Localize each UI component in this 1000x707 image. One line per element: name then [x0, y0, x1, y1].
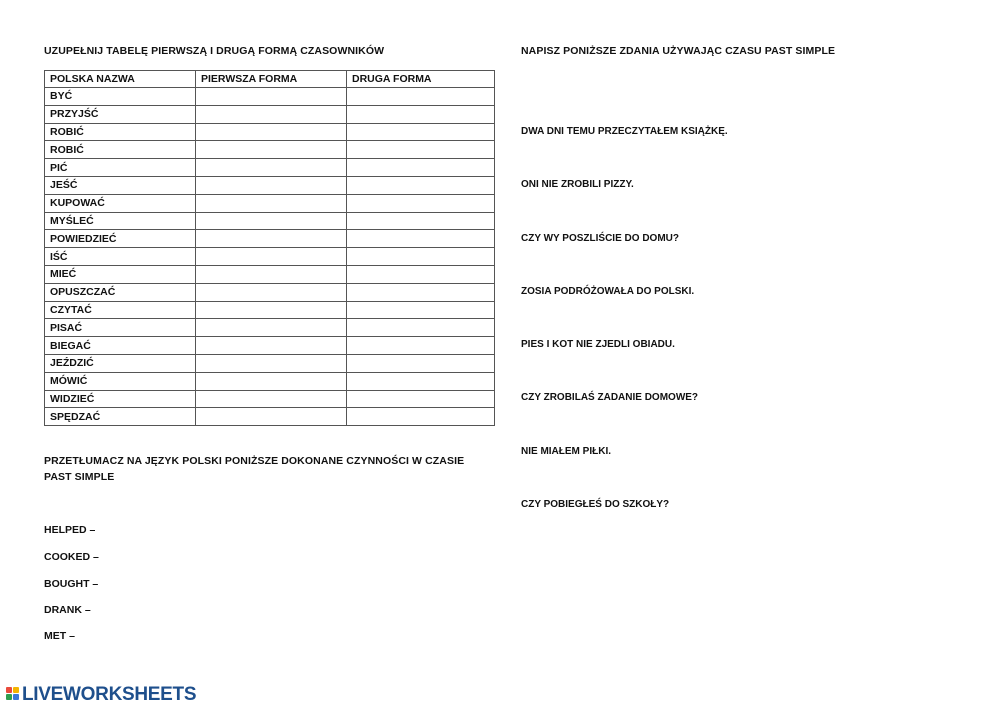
verb-table: [44, 70, 495, 426]
first-form-cell[interactable]: [196, 408, 347, 426]
second-form-cell[interactable]: [347, 176, 495, 194]
table-row: [45, 372, 495, 390]
translate-item: HELPED –: [44, 524, 96, 536]
table-row: [45, 283, 495, 301]
first-form-cell[interactable]: [196, 88, 347, 106]
table-row: [45, 212, 495, 230]
table-row: [45, 194, 495, 212]
first-form-cell[interactable]: [196, 123, 347, 141]
table-row: [45, 105, 495, 123]
table-row: [45, 176, 495, 194]
first-form-cell[interactable]: [196, 194, 347, 212]
sentence: CZY POBIEGŁEŚ DO SZKOŁY?: [521, 499, 670, 510]
verb-name-cell: ROBIĆ: [45, 123, 196, 141]
table-row: [45, 265, 495, 283]
verb-name-cell: MYŚLEĆ: [45, 212, 196, 230]
second-form-cell[interactable]: [347, 194, 495, 212]
first-form-cell[interactable]: [196, 248, 347, 266]
translate-item: BOUGHT –: [44, 578, 99, 590]
table-header-row: [45, 71, 495, 88]
sentence: ONI NIE ZROBILI PIZZY.: [521, 179, 634, 190]
table-row: [45, 408, 495, 426]
right-heading: NAPISZ PONIŻSZE ZDANIA UŻYWAJĄC CZASU PAST SIMPLE: [521, 45, 836, 57]
second-form-cell[interactable]: [347, 248, 495, 266]
translate-heading-line2: PAST SIMPLE: [44, 471, 115, 483]
second-form-cell[interactable]: [347, 141, 495, 159]
liveworksheets-logo[interactable]: [6, 684, 196, 706]
translate-item: MET –: [44, 630, 75, 642]
sentence: NIE MIAŁEM PIŁKI.: [521, 446, 611, 457]
first-form-cell[interactable]: [196, 159, 347, 177]
first-form-cell[interactable]: [196, 337, 347, 355]
sentence: ZOSIA PODRÓŻOWAŁA DO POLSKI.: [521, 286, 695, 297]
header-druga-forma: DRUGA FORMA: [347, 71, 495, 88]
verb-name-cell: JEŹDZIĆ: [45, 354, 196, 372]
first-form-cell[interactable]: [196, 390, 347, 408]
verb-name-cell: BYĆ: [45, 88, 196, 106]
header-pierwsza-forma: PIERWSZA FORMA: [196, 71, 347, 88]
table-row: [45, 123, 495, 141]
translate-item: COOKED –: [44, 551, 99, 563]
first-form-cell[interactable]: [196, 230, 347, 248]
second-form-cell[interactable]: [347, 88, 495, 106]
second-form-cell[interactable]: [347, 283, 495, 301]
second-form-cell[interactable]: [347, 159, 495, 177]
second-form-cell[interactable]: [347, 265, 495, 283]
second-form-cell[interactable]: [347, 408, 495, 426]
first-form-cell[interactable]: [196, 319, 347, 337]
verb-name-cell: JEŚĆ: [45, 176, 196, 194]
verb-name-cell: WIDZIEĆ: [45, 390, 196, 408]
table-row: [45, 319, 495, 337]
table-row: [45, 159, 495, 177]
second-form-cell[interactable]: [347, 212, 495, 230]
first-form-cell[interactable]: [196, 105, 347, 123]
sentence: PIES I KOT NIE ZJEDLI OBIADU.: [521, 339, 675, 350]
second-form-cell[interactable]: [347, 390, 495, 408]
second-form-cell[interactable]: [347, 230, 495, 248]
first-form-cell[interactable]: [196, 301, 347, 319]
verb-name-cell: MIEĆ: [45, 265, 196, 283]
second-form-cell[interactable]: [347, 301, 495, 319]
sentence: CZY WY POSZLIŚCIE DO DOMU?: [521, 233, 679, 244]
second-form-cell[interactable]: [347, 105, 495, 123]
first-form-cell[interactable]: [196, 212, 347, 230]
first-form-cell[interactable]: [196, 354, 347, 372]
table-row: [45, 141, 495, 159]
second-form-cell[interactable]: [347, 372, 495, 390]
table-heading: UZUPEŁNIJ TABELĘ PIERWSZĄ I DRUGĄ FORMĄ CZASOWNIKÓW: [44, 45, 385, 57]
second-form-cell[interactable]: [347, 319, 495, 337]
second-form-cell[interactable]: [347, 354, 495, 372]
sentence: CZY ZROBILAŚ ZADANIE DOMOWE?: [521, 392, 699, 403]
verb-name-cell: PRZYJŚĆ: [45, 105, 196, 123]
logo-text: LIVEWORKSHEETS: [22, 684, 197, 705]
header-polska-nazwa: POLSKA NAZWA: [45, 71, 196, 88]
logo-blocks-icon: [6, 687, 20, 703]
verb-name-cell: BIEGAĆ: [45, 337, 196, 355]
first-form-cell[interactable]: [196, 141, 347, 159]
table-row: [45, 337, 495, 355]
second-form-cell[interactable]: [347, 337, 495, 355]
verb-name-cell: CZYTAĆ: [45, 301, 196, 319]
first-form-cell[interactable]: [196, 283, 347, 301]
first-form-cell[interactable]: [196, 372, 347, 390]
table-row: [45, 248, 495, 266]
sentence: DWA DNI TEMU PRZECZYTAŁEM KSIĄŻKĘ.: [521, 126, 728, 137]
table-row: [45, 88, 495, 106]
verb-name-cell: KUPOWAĆ: [45, 194, 196, 212]
verb-name-cell: POWIEDZIEĆ: [45, 230, 196, 248]
verb-name-cell: PISAĆ: [45, 319, 196, 337]
verb-name-cell: SPĘDZAĆ: [45, 408, 196, 426]
verb-name-cell: PIĆ: [45, 159, 196, 177]
verb-name-cell: ROBIĆ: [45, 141, 196, 159]
translate-item: DRANK –: [44, 604, 91, 616]
table-row: [45, 301, 495, 319]
translate-heading-line1: PRZETŁUMACZ NA JĘZYK POLSKI PONIŻSZE DOKONANE CZYNNOŚCI W CZASIE: [44, 455, 465, 467]
first-form-cell[interactable]: [196, 176, 347, 194]
table-row: [45, 390, 495, 408]
second-form-cell[interactable]: [347, 123, 495, 141]
verb-name-cell: IŚĆ: [45, 248, 196, 266]
table-row: [45, 354, 495, 372]
verb-name-cell: OPUSZCZAĆ: [45, 283, 196, 301]
table-row: [45, 230, 495, 248]
first-form-cell[interactable]: [196, 265, 347, 283]
verb-name-cell: MÓWIĆ: [45, 372, 196, 390]
